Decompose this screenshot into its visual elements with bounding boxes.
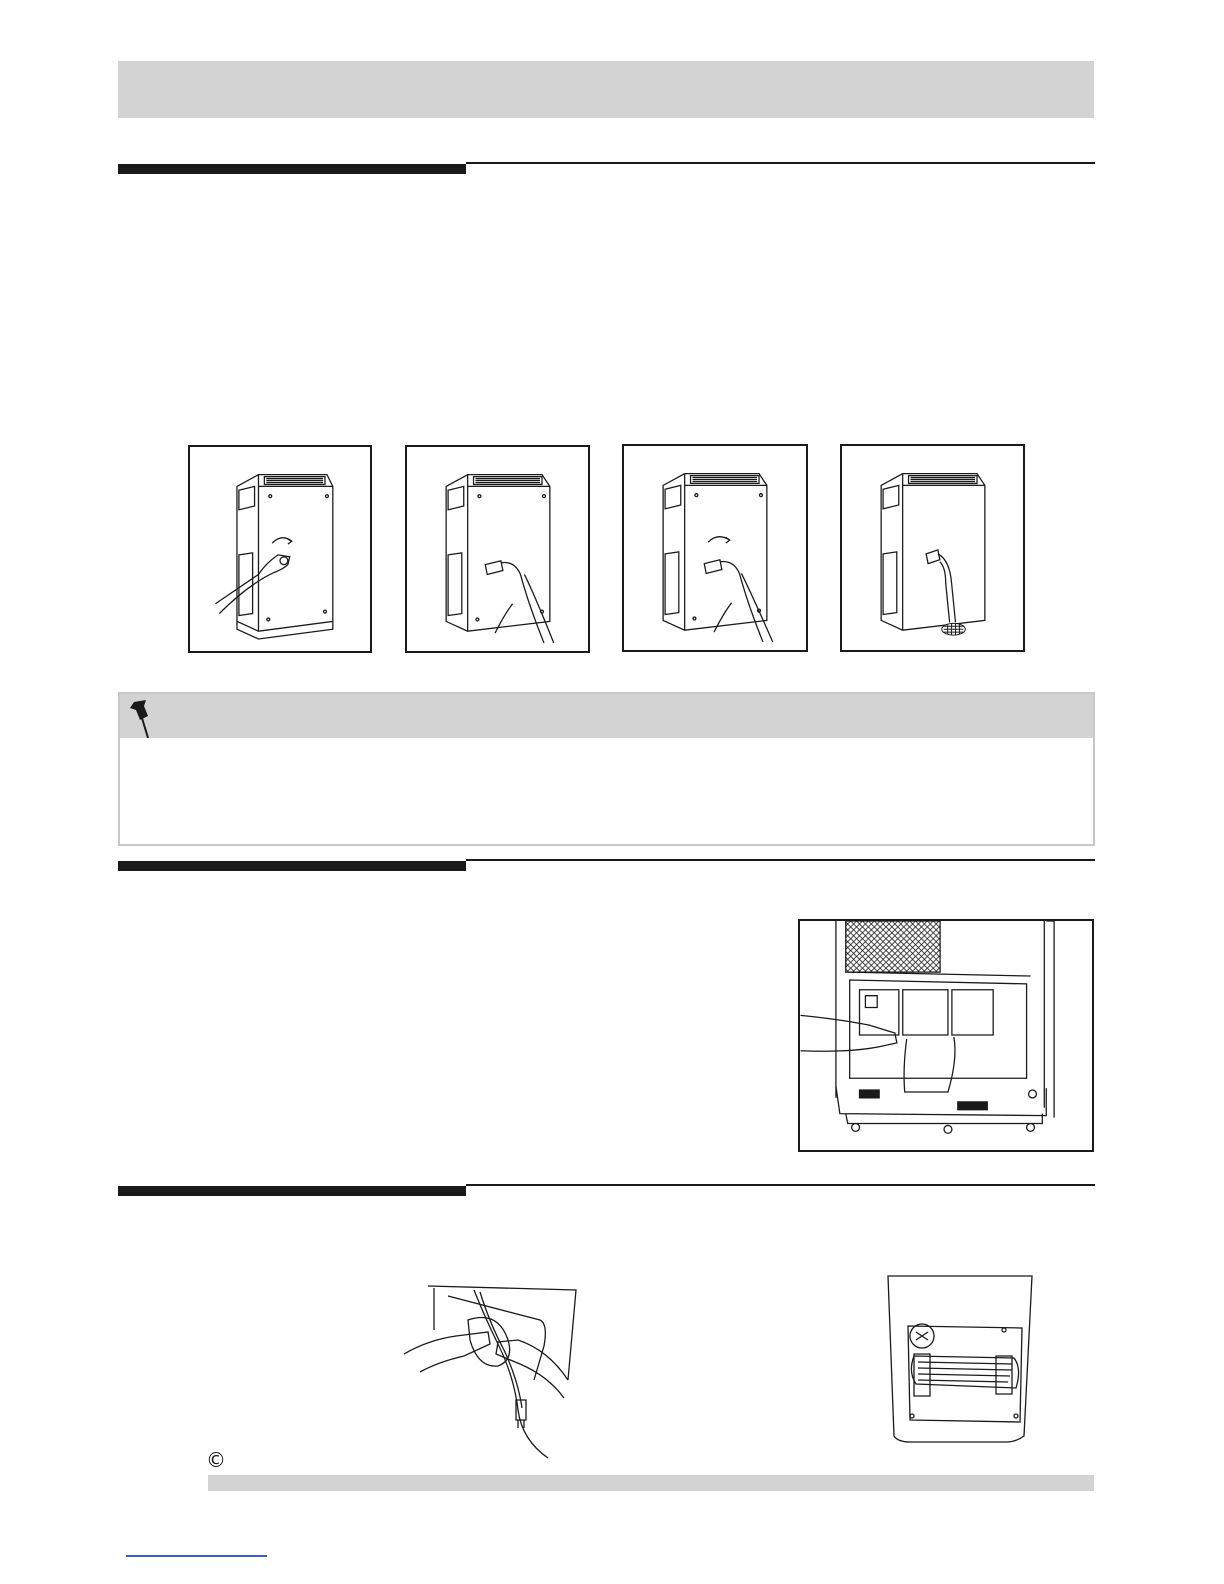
section-rule-3 [118, 1186, 466, 1196]
section-rule-2-line [466, 859, 1095, 861]
dehumidifier-hose-to-drain-illustration [842, 446, 1023, 650]
footer-band [208, 1475, 1094, 1491]
section-rule-2 [118, 861, 466, 871]
step-figure-2 [405, 445, 590, 653]
footer-link-underline[interactable] [126, 1555, 267, 1557]
dehumidifier-hand-open-cap-illustration [190, 447, 370, 651]
filter-figure [798, 919, 1094, 1152]
cord-stored-illustration [886, 1272, 1034, 1450]
dehumidifier-connect-hose-illustration [407, 447, 588, 651]
note-header [120, 694, 1093, 738]
section-rule-1-line [466, 162, 1095, 164]
cord-wrap-hands-illustration [398, 1280, 580, 1460]
step-figure-3 [622, 444, 808, 652]
step-figure-4 [840, 444, 1025, 652]
section-rule-1 [118, 164, 466, 174]
section-rule-3-line [466, 1184, 1095, 1186]
step-figure-1 [188, 445, 372, 653]
dehumidifier-remove-filter-illustration [800, 921, 1092, 1150]
header-band [118, 61, 1094, 118]
copyright-symbol: © [206, 1448, 226, 1472]
pushpin-icon [126, 698, 156, 740]
dehumidifier-tighten-hose-illustration [624, 446, 806, 650]
